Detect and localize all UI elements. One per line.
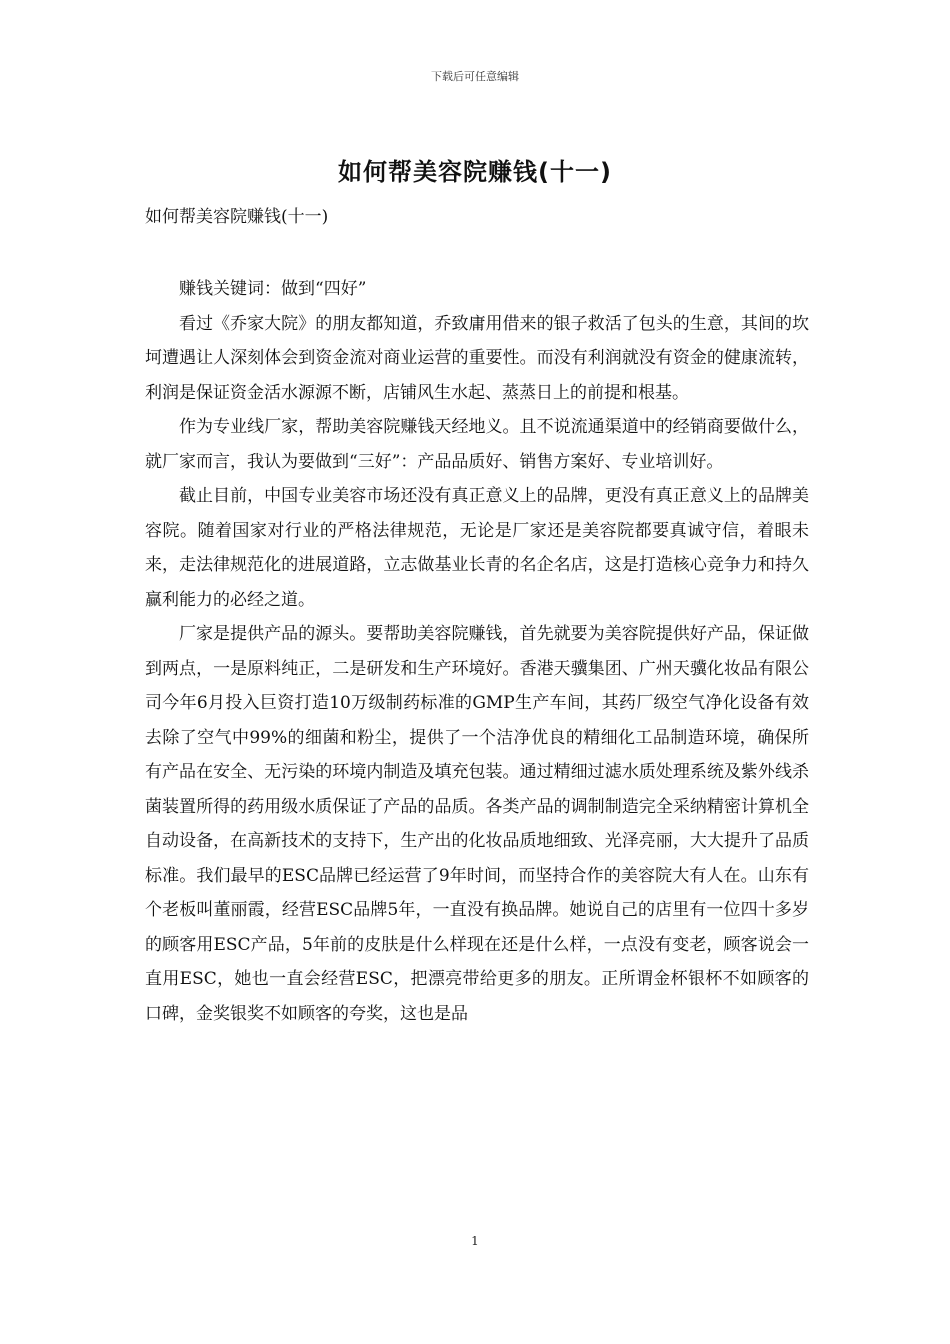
paragraph: 看过《乔家大院》的朋友都知道，乔致庸用借来的银子救活了包头的生意，其间的坎坷遭遇让人深刻体会到资金流对商业运营的重要性。而没有利润就没有资金的健康流转，利润是保证资金活水源源不断，店铺风生水起、蒸蒸日上的前提和根基。	[145, 313, 809, 403]
paragraph: 作为专业线厂家，帮助美容院赚钱天经地义。且不说流通渠道中的经销商要做什么，就厂家而言，我认为要做到“三好”：产品品质好、销售方案好、专业培训好。	[145, 417, 809, 472]
header-note: 下载后可任意编辑	[431, 70, 519, 83]
page-number: 1	[471, 1234, 479, 1248]
paragraph: 厂家是提供产品的源头。要帮助美容院赚钱，首先就要为美容院提供好产品，保证做到两点，一是原料纯正，二是研发和生产环境好。香港天骥集团、广州天骥化妆品有限公司今年6月投入巨资打造10万级制药标准的GMP生产车间，其药厂级空气净化设备有效去除了空气中99%的细菌和粉尘，提供了一个洁净优良的精细化工品制造环境，确保所有产品在安全、无污染的环境内制造及填充包装。通过精细过滤水质处理系统及紫外线杀菌装置所得的药用级水质保证了产品的品质。各类产品的调制制造完全采纳精密计算机全自动设备，在高新技术的支持下，生产出的化妆品质地细致、光泽亮丽，大大提升了品质标准。我们最早的ESC品牌已经运营了9年时间，而坚持合作的美容院大有人在。山东有个老板叫董丽霞，经营ESC品牌5年，一直没有换品牌。她说自己的店里有一位四十多岁的顾客用ESC产品，5年前的皮肤是什么样现在还是什么样，一点没有变老，顾客说会一直用ESC，她也一直会经营ESC，把漂亮带给更多的朋友。正所谓金杯银杯不如顾客的口碑，金奖银奖不如顾客的夸奖，这也是品	[145, 624, 809, 1024]
document-body	[145, 272, 809, 1031]
paragraph-keyword: 赚钱关键词：做到“四好”	[179, 279, 367, 299]
paragraph: 截止目前，中国专业美容市场还没有真正意义上的品牌，更没有真正意义上的品牌美容院。随着国家对行业的严格法律规范，无论是厂家还是美容院都要真诚守信，着眼未来，走法律规范化的进展道路，立志做基业长青的名企名店，这是打造核心竞争力和持久赢利能力的必经之道。	[145, 486, 809, 610]
document-subtitle: 如何帮美容院赚钱(十一)	[145, 207, 329, 227]
document-title: 如何帮美容院赚钱(十一)	[338, 158, 612, 186]
